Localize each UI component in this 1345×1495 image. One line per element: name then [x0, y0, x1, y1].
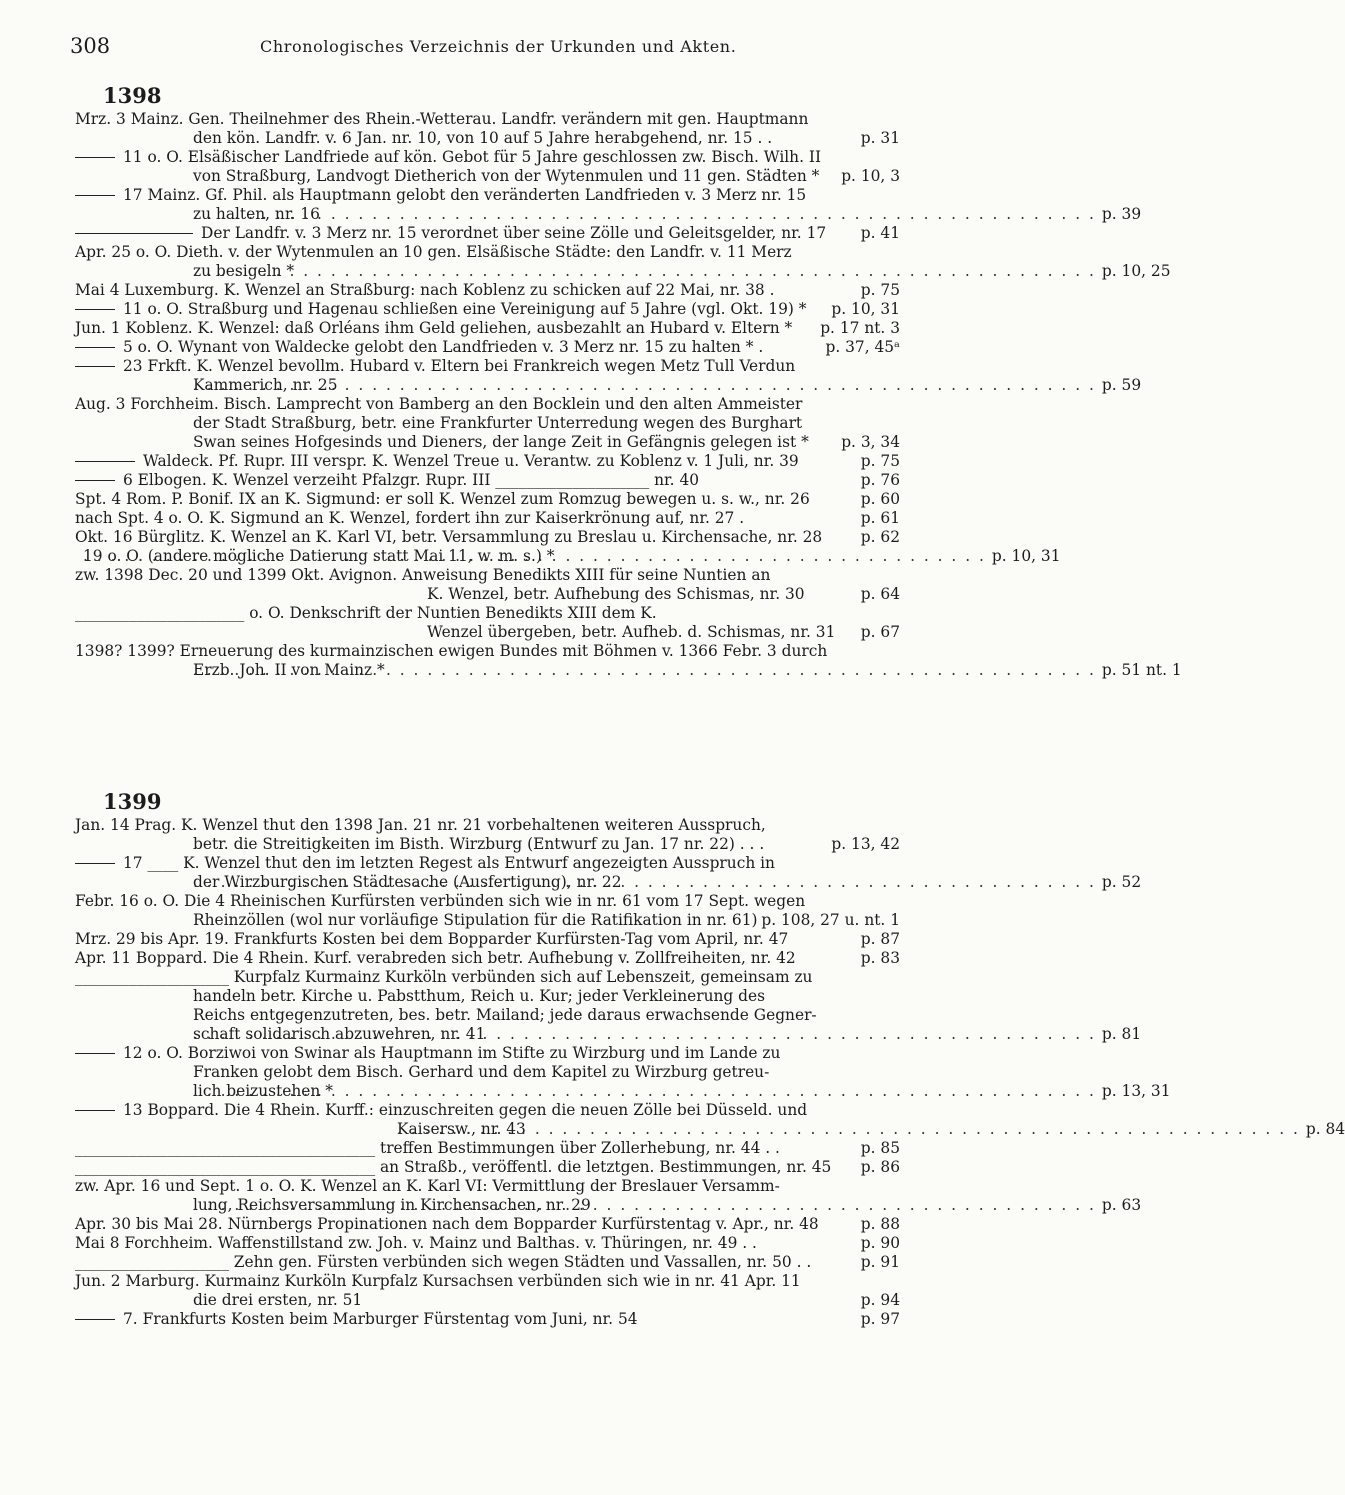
dot-leader [193, 262, 1096, 281]
dot-leader [193, 205, 1096, 224]
entry-line: 12 o. O. Borziwoi von Swinar als Hauptmann im Stifte zu Wirzburg und im Lande zu [123, 1044, 781, 1062]
page-reference: p. 76 [860, 471, 900, 489]
entry-line: _______________________________________ treffen Bestimmungen über Zollerhebung, nr. 44 . . [75, 1139, 780, 1157]
calendar-entry [75, 566, 900, 604]
entry-line: 11 o. O. Elsäßischer Landfriede auf kön. Gebot für 5 Jahre geschlossen zw. Bisch. Wilh. II [123, 148, 822, 166]
year-heading: 1399 [103, 789, 162, 814]
dot-leader [83, 547, 986, 566]
entry-line: 1398? 1399? Erneuerung des kurmainzischen ewigen Bundes mit Böhmen v. 1366 Febr. 3 durch [75, 642, 828, 660]
page-reference: p. 91 [860, 1253, 900, 1271]
page-reference: p. 85 [860, 1139, 900, 1157]
calendar-entry [75, 281, 900, 300]
calendar-entry [75, 1158, 900, 1177]
year-section-1399 [75, 789, 1345, 1329]
dot-leader [193, 1025, 1096, 1044]
dot-leader [397, 1120, 1300, 1139]
entry-line: 17 ____ K. Wenzel thut den im letzten Regest als Entwurf angezeigten Ausspruch in [123, 854, 775, 872]
ditto-rule [75, 862, 115, 864]
entry-line: Der Landfr. v. 3 Merz nr. 15 verordnet über seine Zölle und Geleitsgelder, nr. 17 [201, 224, 827, 242]
calendar-entry [75, 148, 900, 186]
ditto-rule [75, 1052, 115, 1054]
year-section-1398 [75, 83, 1182, 680]
entry-line: 23 Frkft. K. Wenzel bevollm. Hubard v. Eltern bei Frankreich wegen Metz Tull Verdun [123, 357, 796, 375]
entry-line: Aug. 3 Forchheim. Bisch. Lamprecht von Bamberg an den Bocklein und den alten Ammeister [75, 395, 803, 413]
ditto-rule [75, 365, 115, 367]
dot-leader [193, 1196, 1096, 1215]
calendar-entry [75, 949, 900, 968]
entry-line: ____________________ Kurpfalz Kurmainz Kurköln verbünden sich auf Lebenszeit, gemeinsam zu [75, 968, 813, 986]
page-reference: p. 31 [860, 129, 900, 147]
calendar-entry [75, 319, 900, 338]
entry-line: Apr. 11 Boppard. Die 4 Rhein. Kurf. verabreden sich betr. Aufhebung v. Zollfreiheiten, nr. 42 [75, 949, 796, 967]
page-reference: p. 59 [1101, 376, 1142, 394]
page-reference: p. 87 [860, 930, 900, 948]
page-reference: p. 10, 3 [841, 167, 900, 185]
entry-line: handeln betr. Kirche u. Pabstthum, Reich u. Kur; jeder Verkleinerung des [193, 987, 766, 1005]
ditto-rule [75, 479, 115, 481]
page-reference: p. 75 [860, 281, 900, 299]
entry-line: 5 o. O. Wynant von Waldecke gelobt den Landfrieden v. 3 Merz nr. 15 zu halten * . [123, 338, 764, 356]
page-reference: p. 90 [860, 1234, 900, 1252]
page-reference: p. 10, 25 [1101, 262, 1171, 280]
page-reference: p. 10, 31 [831, 300, 900, 318]
entry-line: Spt. 4 Rom. P. Bonif. IX an K. Sigmund: er soll K. Wenzel zum Romzug bewegen u. s. w., nr. 26 [75, 490, 810, 508]
calendar-entry: 23 Frkft. K. Wenzel bevollm. Hubard v. Eltern bei Frankreich wegen Metz Tull Verdun Kammerich, nr. 25 . . . p. 59 [75, 357, 900, 395]
calendar-entry [75, 509, 900, 528]
page-reference: p. 62 [860, 528, 900, 546]
page-reference: p. 64 [860, 585, 900, 603]
ditto-rule [75, 232, 193, 234]
entry-line: _______________________________________ an Straßb., veröffentl. die letztgen. Bestimmungen, nr. 45 [75, 1158, 832, 1176]
ditto-rule [75, 1318, 115, 1320]
calendar-entry [75, 528, 900, 547]
page-reference: p. 97 [860, 1310, 900, 1328]
entry-line: nach Spt. 4 o. O. K. Sigmund an K. Wenzel, fordert ihn zur Kaiserkrönung auf, nr. 27 . [75, 509, 745, 527]
dot-leader [193, 1082, 1096, 1101]
page-reference: p. 13, 42 [831, 835, 900, 853]
calendar-entry: 19 o. O. (andere mögliche Datierung statt Mai 11, w. m. s.) * . . . p. 10, 31 [75, 547, 900, 566]
calendar-entry [75, 224, 900, 243]
entry-line: 6 Elbogen. K. Wenzel verzeiht Pfalzgr. Rupr. III ____________________ nr. 40 [123, 471, 700, 489]
page-reference: p. 94 [860, 1291, 900, 1309]
ditto-rule [75, 460, 135, 462]
calendar-entry [75, 892, 900, 930]
entry-line: Jun. 2 Marburg. Kurmainz Kurköln Kurpfalz Kursachsen verbünden sich wie in nr. 41 Apr. 11 [75, 1272, 801, 1290]
entry-line: Mai 4 Luxemburg. K. Wenzel an Straßburg: nach Koblenz zu schicken auf 22 Mai, nr. 38 . [75, 281, 775, 299]
entry-line: 17 Mainz. Gf. Phil. als Hauptmann gelobt den veränderten Landfrieden v. 3 Merz nr. 15 [123, 186, 807, 204]
entry-line: die drei ersten, nr. 51 [193, 1291, 363, 1309]
entry-line: ____________________ Zehn gen. Fürsten verbünden sich wegen Städten und Vassallen, nr. 50 . . [75, 1253, 812, 1271]
dot-leader [193, 661, 1096, 680]
page-reference: p. 60 [860, 490, 900, 508]
page-reference: p. 61 [860, 509, 900, 527]
entry-line: betr. die Streitigkeiten im Bisth. Wirzburg (Entwurf zu Jan. 17 nr. 22) . . . [193, 835, 765, 853]
page-reference: p. 39 [1101, 205, 1142, 223]
entry-line: zw. Apr. 16 und Sept. 1 o. O. K. Wenzel an K. Karl VI: Vermittlung der Breslauer Versamm- [75, 1177, 780, 1195]
page-header [70, 34, 890, 58]
calendar-entry: 1398? 1399? Erneuerung des kurmainzischen ewigen Bundes mit Böhmen v. 1366 Febr. 3 durch Erzb. Joh. II von Mainz * . . . p. 51 nt. 1 [75, 642, 900, 680]
entry-line: Apr. 25 o. O. Dieth. v. der Wytenmulen an 10 gen. Elsäßische Städte: den Landfr. v. 11 Merz [75, 243, 792, 261]
entry-line: Swan seines Hofgesinds und Dieners, der lange Zeit in Gefängnis gelegen ist * [193, 433, 809, 451]
entry-line: Franken gelobt dem Bisch. Gerhard und dem Kapitel zu Wirzburg getreu- [193, 1063, 770, 1081]
calendar-entry [75, 395, 900, 452]
entry-line: 11 o. O. Straßburg und Hagenau schließen eine Vereinigung auf 5 Jahre (vgl. Okt. 19) * [123, 300, 807, 318]
entry-line: Mrz. 29 bis Apr. 19. Frankfurts Kosten bei dem Bopparder Kurfürsten-Tag vom April, nr. 47 [75, 930, 789, 948]
calendar-entry [75, 604, 900, 642]
page-reference: p. 75 [860, 452, 900, 470]
dot-leader [193, 873, 1096, 892]
calendar-entry [75, 338, 900, 357]
entry-line: ______________________ o. O. Denkschrift der Nuntien Benedikts XIII dem K. [75, 604, 657, 622]
entry-line: Apr. 30 bis Mai 28. Nürnbergs Propinationen nach dem Bopparder Kurfürstentag v. Apr., nr. 48 [75, 1215, 819, 1233]
ditto-rule [75, 1109, 115, 1111]
calendar-entry: 13 Boppard. Die 4 Rhein. Kurff.: einzuschreiten gegen die neuen Zölle bei Düsseld. und Kaisersw., nr. 43 . . . p. 84 [75, 1101, 900, 1139]
ditto-rule [75, 308, 115, 310]
page-reference: p. 81 [1101, 1025, 1142, 1043]
calendar-entry [75, 930, 900, 949]
page-reference: p. 51 nt. 1 [1101, 661, 1182, 679]
calendar-entry [75, 300, 900, 319]
entry-line: 7. Frankfurts Kosten beim Marburger Fürstentag vom Juni, nr. 54 [123, 1310, 638, 1328]
calendar-entry [75, 816, 900, 854]
calendar-entry: 17 ____ K. Wenzel thut den im letzten Regest als Entwurf angezeigten Ausspruch in der Wirzburgischen Städtesache (Ausfertigung), nr. 22 . . . p. 52 [75, 854, 900, 892]
entry-line: den kön. Landfr. v. 6 Jan. nr. 10, von 10 auf 5 Jahre herabgehend, nr. 15 . . [193, 129, 773, 147]
calendar-entry [75, 452, 900, 471]
page-reference: p. 83 [860, 949, 900, 967]
calendar-entry: zw. Apr. 16 und Sept. 1 o. O. K. Wenzel an K. Karl VI: Vermittlung der Breslauer Versamm- lung, Reichsversammlung in Kirchensachen, nr. 29 . . . p. 63 [75, 1177, 900, 1215]
page-reference: p. 3, 34 [841, 433, 900, 451]
page-reference: p. 108, 27 u. nt. 1 [761, 911, 900, 929]
calendar-entry [75, 1139, 900, 1158]
page-reference: p. 63 [1101, 1196, 1142, 1214]
entry-line: Jun. 1 Koblenz. K. Wenzel: daß Orléans ihm Geld geliehen, ausbezahlt an Hubard v. Eltern * [75, 319, 793, 337]
ditto-rule [75, 194, 115, 196]
calendar-entry [75, 1234, 900, 1253]
calendar-entry: ____________________ Kurpfalz Kurmainz Kurköln verbünden sich auf Lebenszeit, gemeinsam zu handeln betr. Kirche u. Pabstthum, Reich u. Kur; jeder Verkleinerung des Reichs entgegenzutreten, bes. betr. Mailand; jede daraus erwachsende Gegner- schaft solidarisch abzuwehren, nr. 41 . . . p. 81 [75, 968, 900, 1044]
entry-line: K. Wenzel, betr. Aufhebung des Schismas, nr. 30 [427, 585, 805, 603]
dot-leader [193, 376, 1096, 395]
page-reference: p. 37, 45ᵃ [825, 338, 900, 356]
year-heading: 1398 [103, 83, 162, 108]
entry-line: Wenzel übergeben, betr. Aufheb. d. Schismas, nr. 31 [427, 623, 836, 641]
calendar-entry: 17 Mainz. Gf. Phil. als Hauptmann gelobt den veränderten Landfrieden v. 3 Merz nr. 15 zu halten, nr. 16 . . . p. 39 [75, 186, 900, 224]
entry-line: Rheinzöllen (wol nur vorläufige Stipulation für die Ratifikation in nr. 61) [193, 911, 758, 929]
calendar-entry: 12 o. O. Borziwoi von Swinar als Hauptmann im Stifte zu Wirzburg und im Lande zu Franken gelobt dem Bisch. Gerhard und dem Kapitel zu Wirzburg getreu- lich beizustehen * . . . p. 13, 31 [75, 1044, 900, 1101]
page-reference: p. 13, 31 [1101, 1082, 1171, 1100]
calendar-entry [75, 1215, 900, 1234]
page-reference: p. 67 [860, 623, 900, 641]
calendar-entry: Apr. 25 o. O. Dieth. v. der Wytenmulen an 10 gen. Elsäßische Städte: den Landfr. v. 11 Merz zu besigeln * . . . p. 10, 25 [75, 243, 900, 281]
page-reference: p. 52 [1101, 873, 1142, 891]
page-number: 308 [70, 34, 111, 58]
entry-line: Mrz. 3 Mainz. Gen. Theilnehmer des Rhein.-Wetterau. Landfr. verändern mit gen. Hauptmann [75, 110, 809, 128]
calendar-entry [75, 110, 900, 148]
page-reference: p. 17 nt. 3 [820, 319, 900, 337]
calendar-entry [75, 490, 900, 509]
ditto-rule [75, 346, 115, 348]
page-reference: p. 10, 31 [991, 547, 1061, 565]
entry-line: Okt. 16 Bürglitz. K. Wenzel an K. Karl VI, betr. Versammlung zu Breslau u. Kirchensache, nr. 28 [75, 528, 823, 546]
calendar-entry [75, 1310, 900, 1329]
entry-line: Jan. 14 Prag. K. Wenzel thut den 1398 Jan. 21 nr. 21 vorbehaltenen weiteren Ausspruch, [75, 816, 766, 834]
page-reference: p. 88 [860, 1215, 900, 1233]
ditto-rule [75, 156, 115, 158]
calendar-entry [75, 1272, 900, 1310]
entry-line: der Stadt Straßburg, betr. eine Frankfurter Unterredung wegen des Burghart [193, 414, 803, 432]
page-reference: p. 41 [860, 224, 900, 242]
calendar-entry [75, 471, 900, 490]
entry-line: Waldeck. Pf. Rupr. III verspr. K. Wenzel Treue u. Verantw. zu Koblenz v. 1 Juli, nr. 39 [143, 452, 799, 470]
calendar-entry [75, 1253, 900, 1272]
page-reference: p. 86 [860, 1158, 900, 1176]
page-reference: p. 84 [1305, 1120, 1345, 1138]
entry-line: von Straßburg, Landvogt Dietherich von der Wytenmulen und 11 gen. Städten * [193, 167, 820, 185]
entry-line: Febr. 16 o. O. Die 4 Rheinischen Kurfürsten verbünden sich wie in nr. 61 vom 17 Sept. wegen [75, 892, 806, 910]
entry-line: Mai 8 Forchheim. Waffenstillstand zw. Joh. v. Mainz und Balthas. v. Thüringen, nr. 49 . . [75, 1234, 757, 1252]
running-title: Chronologisches Verzeichnis der Urkunden und Akten. [260, 37, 737, 56]
entry-line: zw. 1398 Dec. 20 und 1399 Okt. Avignon. Anweisung Benedikts XIII für seine Nuntien an [75, 566, 771, 584]
entry-line: 13 Boppard. Die 4 Rhein. Kurff.: einzuschreiten gegen die neuen Zölle bei Düsseld. und [123, 1101, 808, 1119]
entry-line: Reichs entgegenzutreten, bes. betr. Mailand; jede daraus erwachsende Gegner- [193, 1006, 817, 1024]
